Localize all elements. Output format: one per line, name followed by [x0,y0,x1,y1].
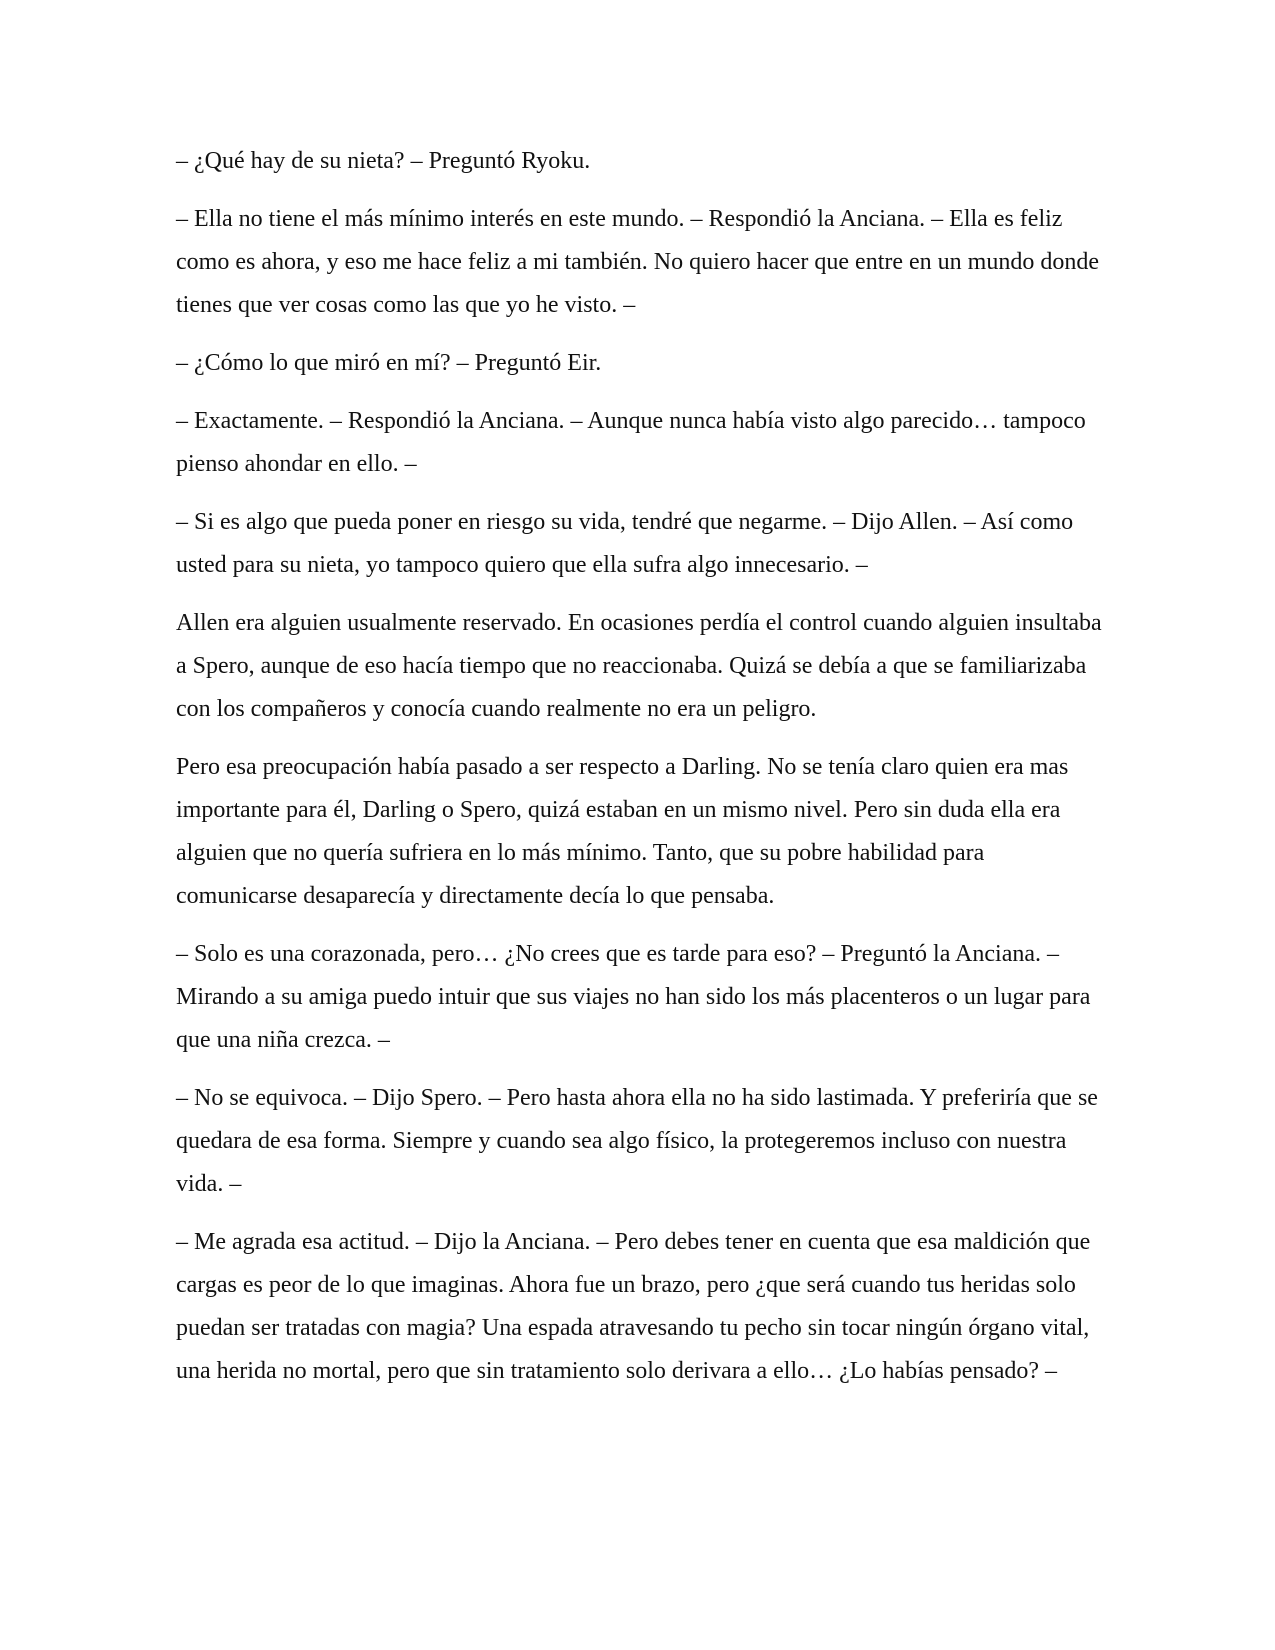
paragraph-5: – Si es algo que pueda poner en riesgo su vida, tendré que negarme. – Dijo Allen. – Así como usted para su nieta, yo tampoco quiero que ella sufra algo innecesario. – [176,509,1074,578]
paragraph-10: – Me agrada esa actitud. – Dijo la Anciana. – Pero debes tener en cuenta que esa maldición que cargas es peor de lo que imaginas. Ahora fue un brazo, pero ¿que será cuando tus heridas solo puedan ser tratadas con magia? Una espada atravesando tu pecho sin tocar ningún órgano vital, una herida no mortal, pero que sin tratamiento solo derivara a ello… ¿Lo habías pensado? – [176,1229,1091,1384]
paragraph-9: – No se equivoca. – Dijo Spero. – Pero hasta ahora ella no ha sido lastimada. Y preferiría que se quedara de esa forma. Siempre y cuando sea algo físico, la protegeremos incluso con nuestra vida. – [176,1085,1098,1197]
paragraph-3: – ¿Cómo lo que miró en mí? – Preguntó Eir. [176,350,602,376]
paragraph-2: – Ella no tiene el más mínimo interés en este mundo. – Respondió la Anciana. – Ella es feliz como es ahora, y eso me hace feliz a mi también. No quiero hacer que entre en un mundo donde tienes que ver cosas como las que yo he visto. – [176,206,1099,318]
paragraph-6: Allen era alguien usualmente reservado. En ocasiones perdía el control cuando alguien insultaba a Spero, aunque de eso hacía tiempo que no reaccionaba. Quizá se debía a que se familiarizaba con los compañeros y conocía cuando realmente no era un peligro. [176,610,1102,722]
paragraph-8: – Solo es una corazonada, pero… ¿No crees que es tarde para eso? – Preguntó la Anciana. – Mirando a su amiga puedo intuir que sus viajes no han sido los más placenteros o un lugar para que una niña crezca. – [176,941,1091,1053]
paragraph-4: – Exactamente. – Respondió la Anciana. – Aunque nunca había visto algo parecido… tampoco pienso ahondar en ello. – [176,408,1086,477]
paragraph-1: – ¿Qué hay de su nieta? – Preguntó Ryoku. [176,148,591,174]
paragraph-7: Pero esa preocupación había pasado a ser respecto a Darling. No se tenía claro quien era mas importante para él, Darling o Spero, quizá estaban en un mismo nivel. Pero sin duda ella era alguien que no quería sufriera en lo más mínimo. Tanto, que su pobre habilidad para comunicarse desaparecía y directamente decía lo que pensaba. [176,754,1069,909]
body-text [176,140,1111,1408]
